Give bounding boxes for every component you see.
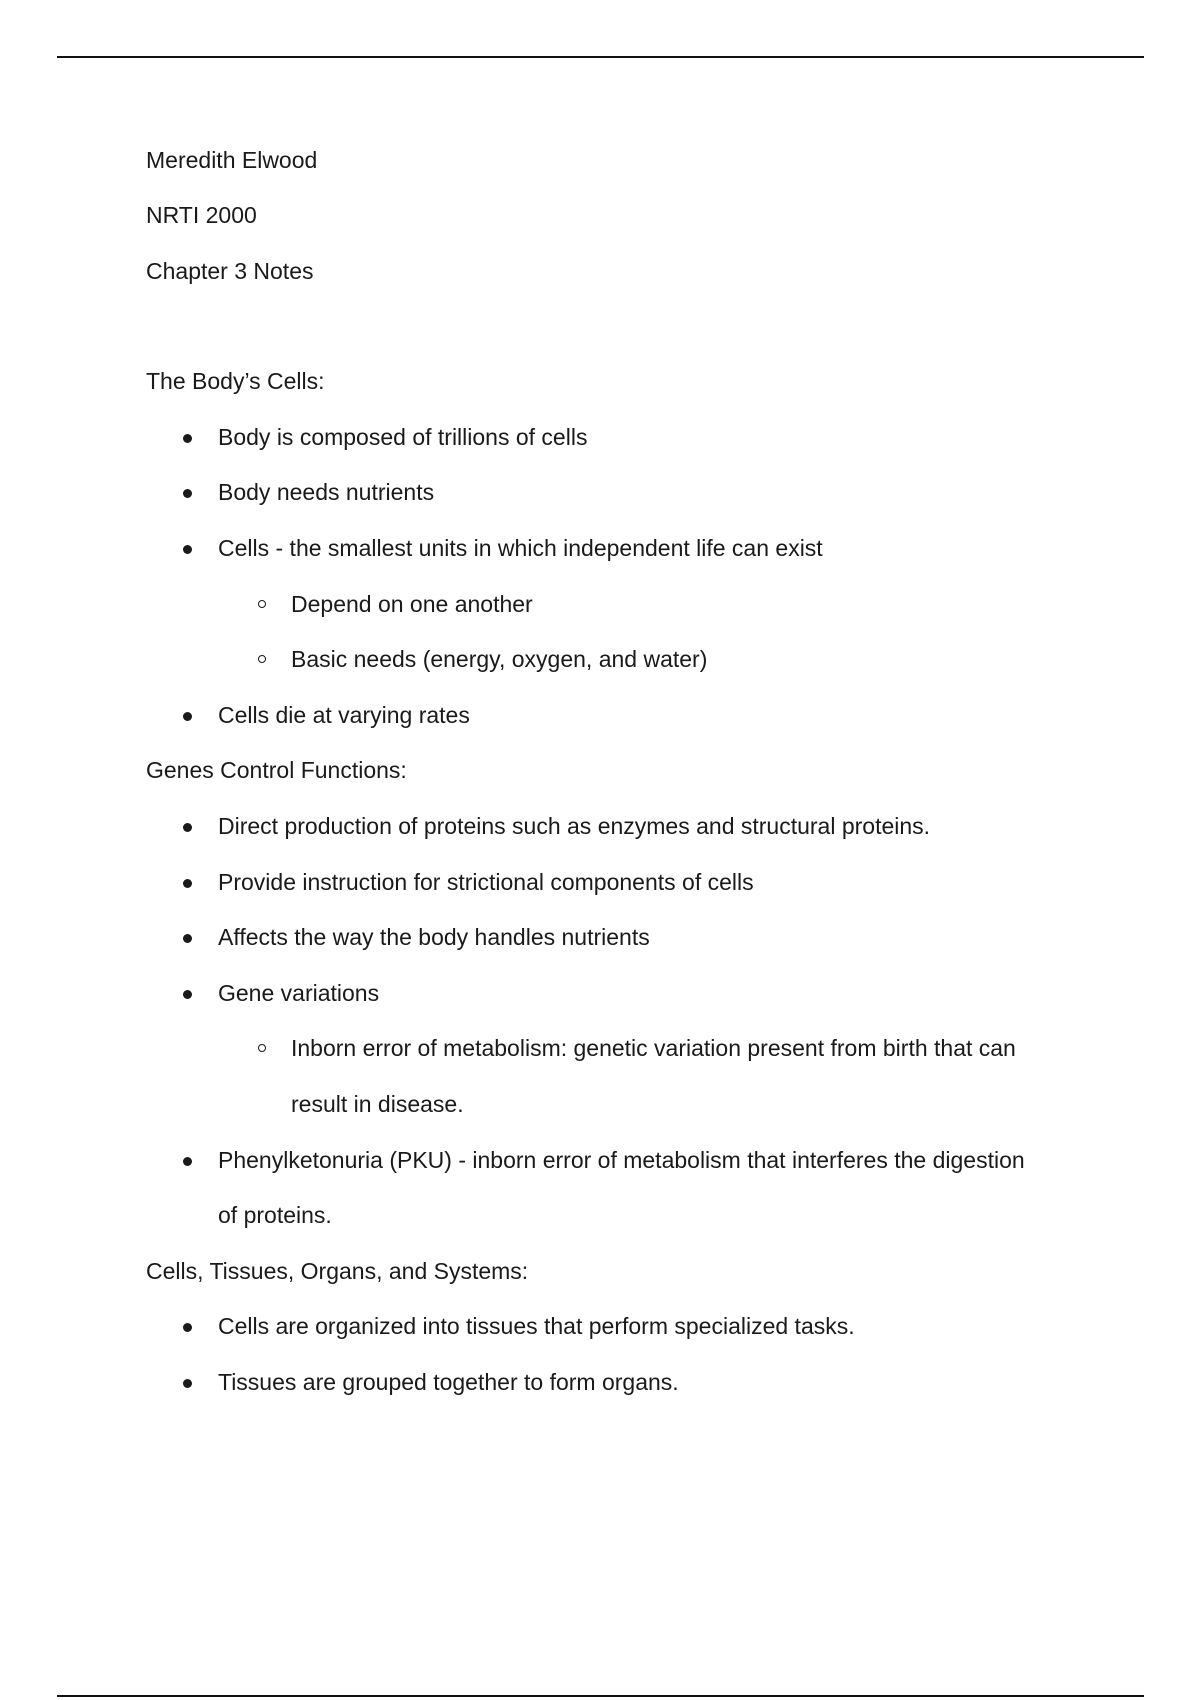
list-item-text: Cells die at varying rates	[218, 702, 470, 728]
bullet-icon	[183, 879, 192, 888]
bullet-icon	[183, 823, 192, 832]
bullet-icon	[183, 1157, 192, 1166]
bottom-rule	[57, 1695, 1144, 1697]
list-item-text: Affects the way the body handles nutrients	[218, 924, 650, 950]
list-item	[218, 1311, 855, 1341]
list-item	[218, 1145, 1025, 1175]
section-heading-body-cells: The Body’s Cells:	[146, 368, 325, 394]
list-item-text: Basic needs (energy, oxygen, and water)	[291, 646, 708, 672]
list-item	[218, 422, 587, 452]
section-heading-genes: Genes Control Functions:	[146, 757, 407, 783]
list-item-text: Tissues are grouped together to form organs.	[218, 1369, 679, 1395]
list-item-continuation: result in disease.	[291, 1091, 464, 1117]
bullet-icon	[183, 990, 192, 999]
list-item-text: Body is composed of trillions of cells	[218, 424, 588, 450]
list-item-text: Cells are organized into tissues that perform specialized tasks.	[218, 1313, 855, 1339]
bullet-icon	[183, 934, 192, 943]
list-item	[218, 811, 930, 841]
list-item-text: Provide instruction for strictional components of cells	[218, 869, 754, 895]
list-item-text: Depend on one another	[291, 591, 533, 617]
list-item	[218, 533, 823, 563]
bullet-icon	[183, 712, 192, 721]
course-code: NRTI 2000	[146, 202, 257, 228]
section-heading-organs: Cells, Tissues, Organs, and Systems:	[146, 1258, 529, 1284]
list-item-text: Body needs nutrients	[218, 479, 435, 505]
list-item-text: Phenylketonuria (PKU) - inborn error of metabolism that interferes the digestion	[218, 1147, 1025, 1173]
list-item-text: Inborn error of metabolism: genetic variation present from birth that can	[291, 1035, 1016, 1061]
bullet-icon	[183, 489, 192, 498]
top-rule	[57, 56, 1144, 58]
list-item-text: Gene variations	[218, 980, 380, 1006]
bullet-icon	[183, 545, 192, 554]
author-name: Meredith Elwood	[146, 147, 318, 173]
sub-list-item	[291, 644, 707, 674]
sub-list-item	[291, 1033, 1016, 1063]
list-item	[218, 867, 754, 897]
list-item	[218, 700, 470, 730]
list-item-text: Cells - the smallest units in which independent life can exist	[218, 535, 823, 561]
bullet-icon	[183, 434, 192, 443]
bullet-icon	[183, 1379, 192, 1388]
hollow-bullet-icon	[258, 1044, 266, 1052]
list-item-continuation: of proteins.	[218, 1202, 332, 1228]
list-item	[218, 978, 379, 1008]
list-item-text: Direct production of proteins such as enzymes and structural proteins.	[218, 813, 931, 839]
document-title: Chapter 3 Notes	[146, 258, 314, 284]
list-item	[218, 1367, 679, 1397]
hollow-bullet-icon	[258, 655, 266, 663]
list-item	[218, 922, 650, 952]
bullet-icon	[183, 1323, 192, 1332]
hollow-bullet-icon	[258, 600, 266, 608]
list-item	[218, 477, 434, 507]
sub-list-item	[291, 589, 533, 619]
